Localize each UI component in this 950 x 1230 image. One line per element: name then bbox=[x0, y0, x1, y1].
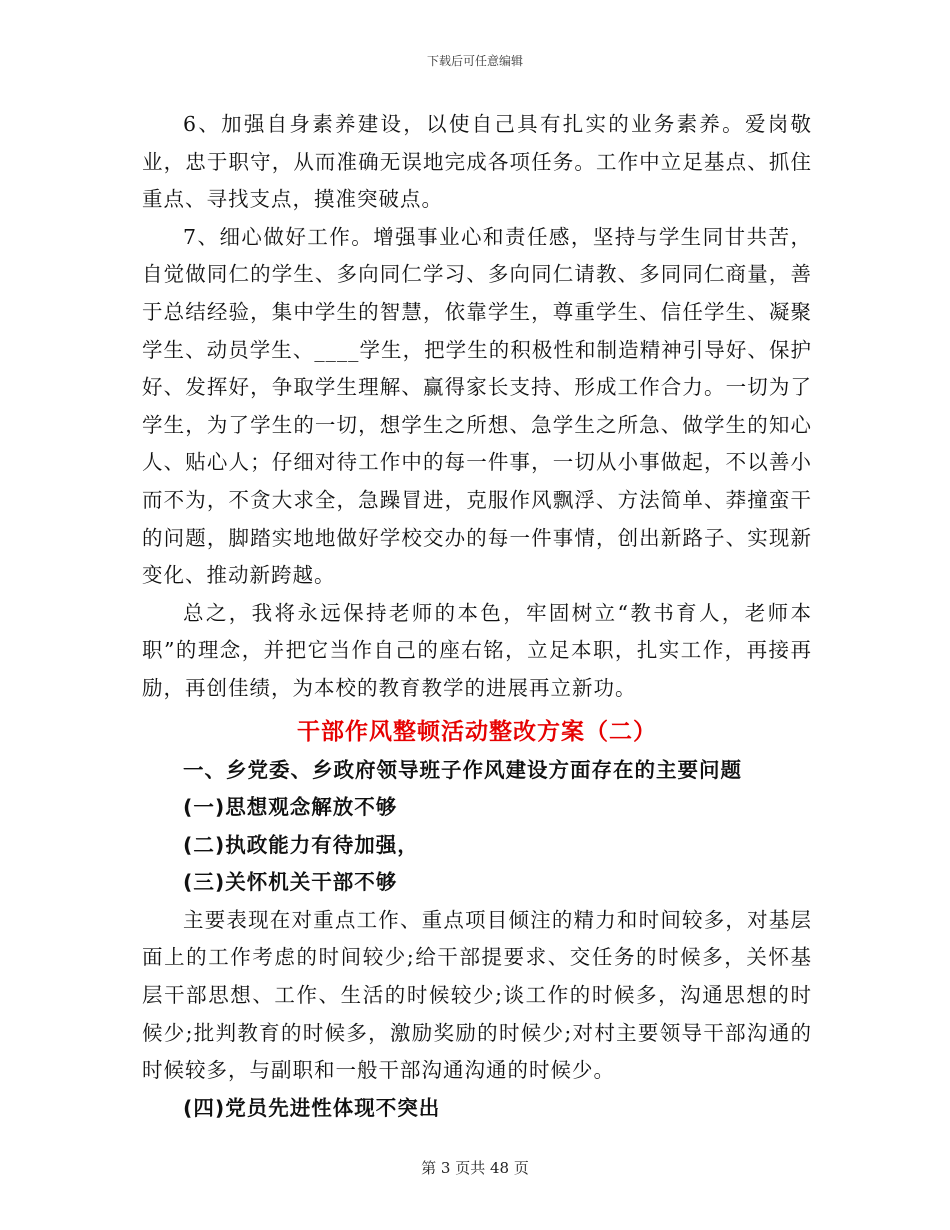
paragraph-item-6: 6、加强自身素养建设，以使自己具有扎实的业务素养。爱岗敬业，忠于职守，从而准确无误地完成各项任务。工作中立足基点、抓住重点、寻找支点，摸准突破点。 bbox=[142, 112, 812, 212]
document-body bbox=[142, 106, 812, 1127]
page-header: 下载后可任意编辑 bbox=[426, 54, 523, 68]
paragraph-item-7: 7、细心做好工作。增强事业心和责任感，坚持与学生同甘共苦，自觉做同仁的学生、多向同仁学习、多向同仁请教、多同同仁商量，善于总结经验，集中学生的智慧，依靠学生，尊重学生、信任学生、凝聚学生、动员学生、____学生，把学生的积极性和制造精神引导好、保护好、发挥好，争取学生理解、赢得家长支持、形成工作合力。一切为了学生，为了学生的一切，想学生之所想、急学生之所急、做学生的知心人、贴心人；仔细对待工作中的每一件事，一切从小事做起，不以善小而不为，不贪大求全，急躁冒进，克服作风飘浮、方法简单、莽撞蛮干的问题，脚踏实地地做好学校交办的每一件事情，创出新路子、实现新变化、推动新跨越。 bbox=[142, 224, 812, 588]
heading-subsection-3: (三)关怀机关干部不够 bbox=[183, 870, 398, 895]
heading-subsection-4: (四)党员先进性体现不突出 bbox=[183, 1095, 441, 1120]
heading-main-problems: 一、乡党委、乡政府领导班子作风建设方面存在的主要问题 bbox=[183, 757, 742, 782]
heading-subsection-1: (一)思想观念解放不够 bbox=[183, 795, 398, 820]
paragraph-main-manifestation: 主要表现在对重点工作、重点项目倾注的精力和时间较多，对基层面上的工作考虑的时间较少;给干部提要求、交任务的时候多，关怀基层干部思想、工作、生活的时候较少;谈工作的时候多，沟通思想的时候少;批判教育的时候多，激励奖励的时候少;对村主要领导干部沟通的时候较多，与副职和一般干部沟通沟通的时候少。 bbox=[142, 907, 812, 1083]
page-footer: 第 3 页共 48 页 bbox=[421, 1159, 529, 1177]
paragraph-summary: 总之，我将永远保持老师的本色，牢固树立“教书育人，老师本职”的理念，并把它当作自己的座右铭，立足本职，扎实工作，再接再励，再创佳绩，为本校的教育教学的进展再立新功。 bbox=[142, 600, 812, 700]
section-title: 干部作风整顿活动整改方案（二） bbox=[297, 717, 657, 745]
heading-subsection-2: (二)执政能力有待加强， bbox=[183, 832, 419, 857]
